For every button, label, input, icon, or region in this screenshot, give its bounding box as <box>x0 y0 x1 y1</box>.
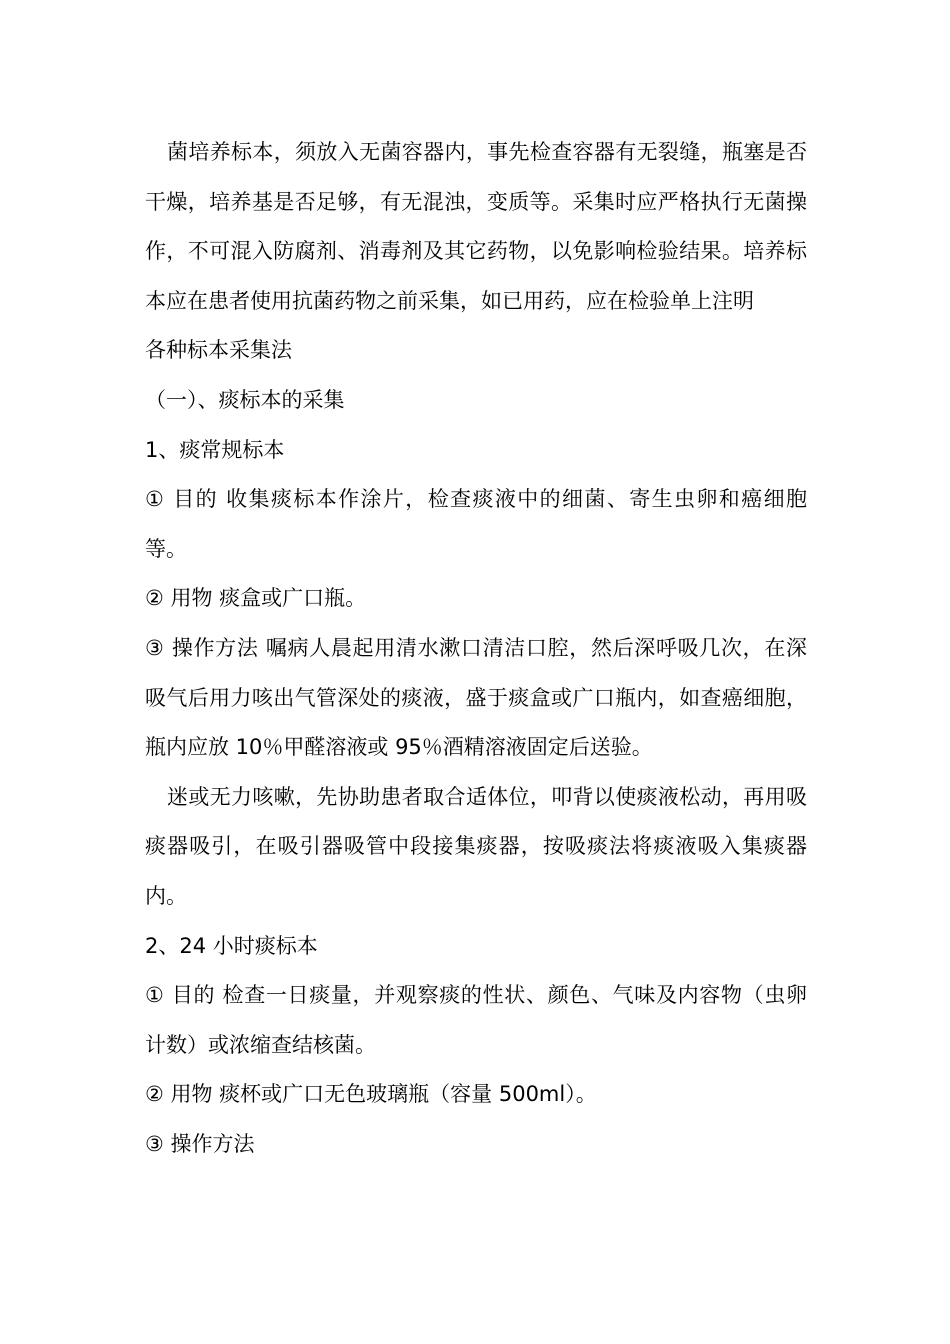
paragraph-culture: 菌培养标本，须放入无菌容器内，事先检查容器有无裂缝，瓶塞是否干燥，培养基是否足够，有无混浊，变质等。采集时应严格执行无菌操作，不可混入防腐剂、消毒剂及其它药物，以免影响检验结果。培养标本应在患者使用抗菌药物之前采集，如已用药，应在检验单上注明 <box>145 140 807 313</box>
h24-items: ② 用物 痰杯或广口无色玻璃瓶（容量 500ml）。 <box>145 1082 597 1107</box>
heading-24h-sputum: 2、24 小时痰标本 <box>145 933 318 958</box>
h24-method: ③ 操作方法 <box>145 1131 255 1156</box>
h24-purpose: ① 目的 检查一日痰量，并观察痰的性状、颜色、气味及内容物（虫卵计数）或浓缩查结核菌。 <box>145 983 807 1057</box>
heading-sputum-collection: （一）、痰标本的采集 <box>145 387 345 412</box>
routine-method: ③ 操作方法 嘱病人晨起用清水漱口清洁口腔，然后深呼吸几次，在深吸气后用力咳出气管深处的痰液，盛于痰盒或广口瓶内，如查癌细胞，瓶内应放 10％甲醛溶液或 95％酒精溶液固定后送验。 <box>145 635 807 760</box>
paragraph-coma-patient: 迷或无力咳嗽，先协助患者取合适体位，叩背以使痰液松动，再用吸痰器吸引，在吸引器吸管中段接集痰器，按吸痰法将痰液吸入集痰器内。 <box>145 784 807 908</box>
heading-routine-sputum: 1、痰常规标本 <box>145 437 285 462</box>
routine-items: ② 用物 痰盒或广口瓶。 <box>145 586 367 611</box>
heading-collection-methods: 各种标本采集法 <box>145 338 292 363</box>
document-page <box>145 128 807 1169</box>
routine-purpose: ① 目的 收集痰标本作涂片，检查痰液中的细菌、寄生虫卵和癌细胞等。 <box>145 487 807 561</box>
